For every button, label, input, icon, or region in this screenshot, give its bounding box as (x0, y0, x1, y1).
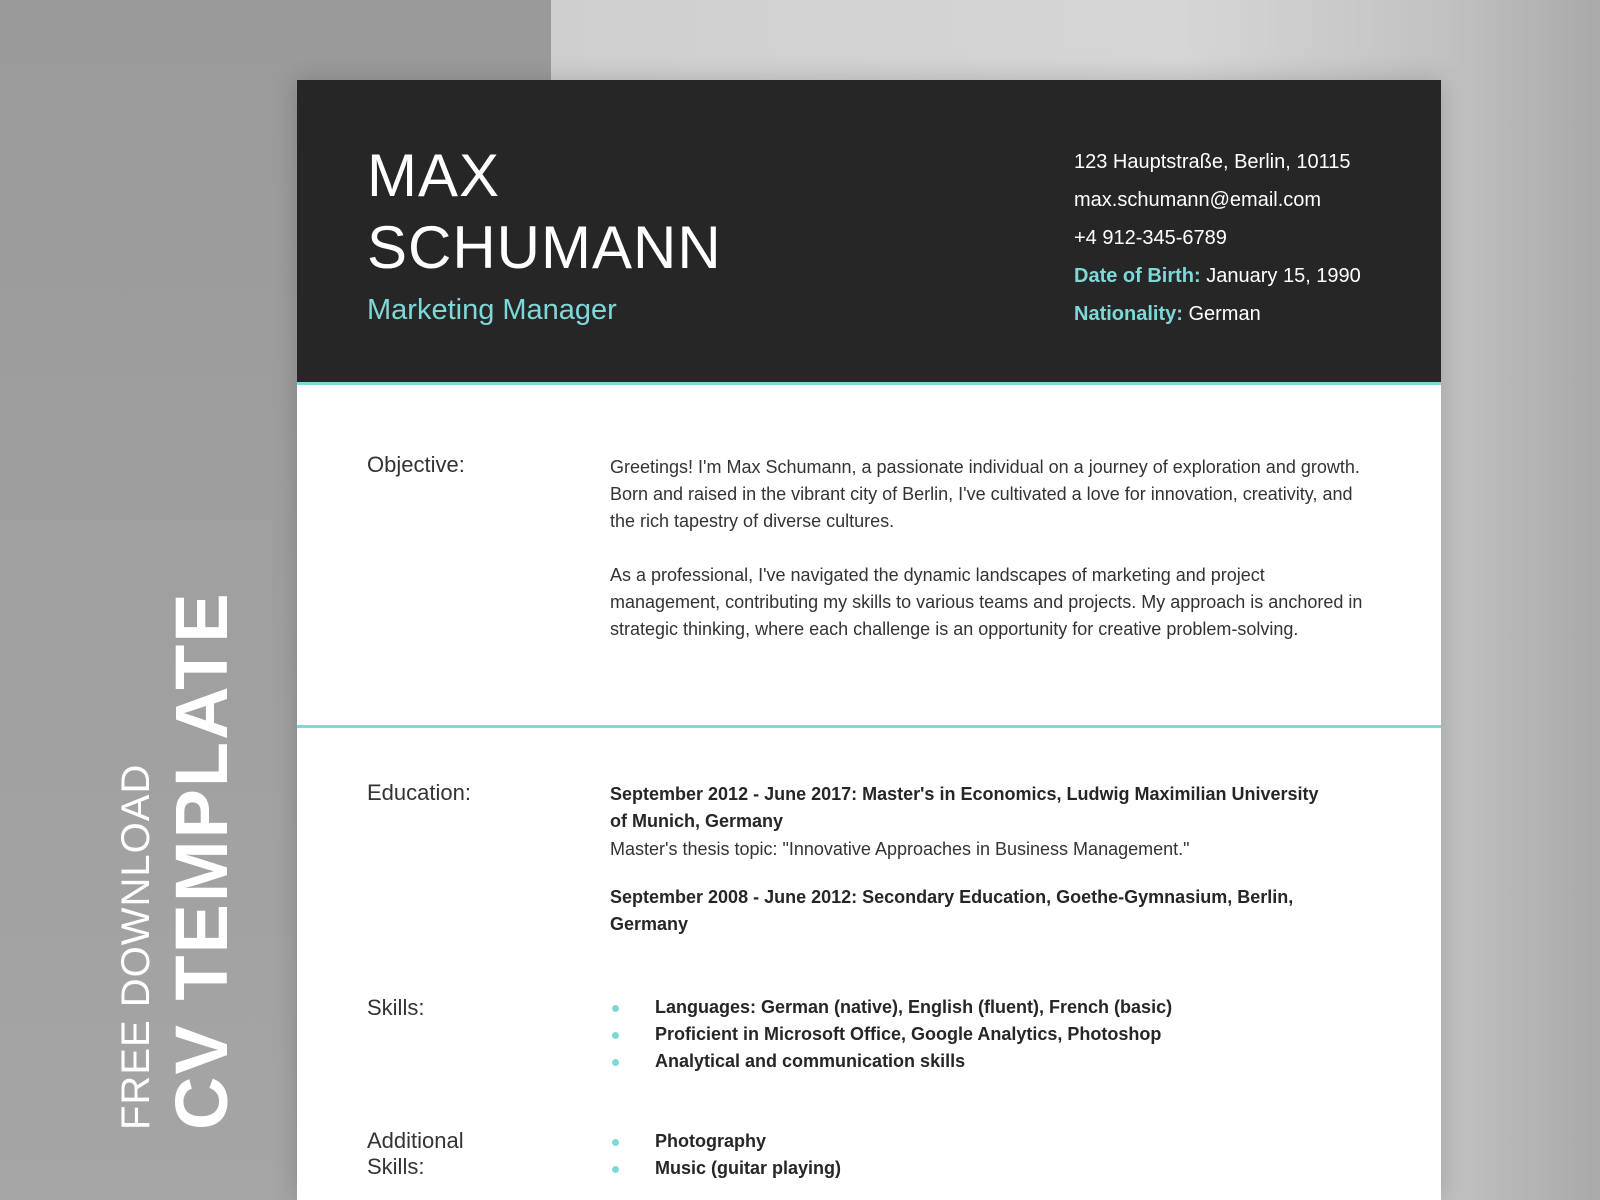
additional-skills-body (610, 1128, 1370, 1182)
nationality-label: Nationality: (1074, 303, 1183, 325)
contact-email: max.schumann@email.com (1074, 189, 1322, 211)
additional-skills-list (610, 1128, 1370, 1182)
skills-list (610, 994, 1370, 1075)
skills-label: Skills: (367, 995, 425, 1020)
banner-cv-template: CV TEMPLATE (160, 591, 243, 1130)
skill-text: Analytical and communication skills (655, 1051, 966, 1071)
list-item (610, 994, 1370, 1021)
education-entry (610, 884, 1340, 938)
job-title: Marketing Manager (367, 294, 617, 326)
dob-value: January 15, 1990 (1206, 265, 1361, 287)
additional-skill-text: Photography (655, 1131, 766, 1151)
name-first: MAX (367, 142, 501, 209)
list-item (610, 1155, 1370, 1182)
skills-body (610, 994, 1370, 1075)
list-item (610, 1128, 1370, 1155)
list-item (610, 1021, 1370, 1048)
bullet-dot-icon (612, 1139, 619, 1146)
nationality-value: German (1188, 303, 1261, 325)
education-body (610, 781, 1340, 938)
contact-dob (1074, 257, 1414, 295)
education-label: Education: (367, 780, 471, 805)
education-entry (610, 781, 1340, 864)
cv-header (297, 80, 1441, 385)
education-entry-desc: Master's thesis topic: "Innovative Approaches in Business Management." (610, 839, 1190, 859)
list-item (610, 1048, 1370, 1075)
skill-text: Proficient in Microsoft Office, Google Analytics, Photoshop (655, 1024, 1162, 1044)
bullet-dot-icon (612, 1005, 619, 1012)
name-last: SCHUMANN (367, 214, 722, 281)
bullet-dot-icon (612, 1166, 619, 1173)
contact-nationality (1074, 295, 1414, 333)
education-entry-title: September 2012 - June 2017: Master's in Economics, Ludwig Maximilian University of Munich, Germany (610, 784, 1319, 831)
contact-address: 123 Hauptstraße, Berlin, 10115 (1074, 151, 1351, 173)
section-divider (297, 725, 1441, 728)
objective-paragraph-2: As a professional, I've navigated the dynamic landscapes of marketing and project management, contributing my skills to various teams and projects. My approach is anchored in strategic thinking, where each challenge is an opportunity for creative problem-solving. (610, 565, 1363, 639)
dob-label: Date of Birth: (1074, 265, 1201, 287)
additional-skills-label-line1: Additional (367, 1128, 464, 1153)
banner-free-download: FREE DOWNLOAD (114, 763, 158, 1130)
vertical-banner (113, 591, 241, 1130)
skill-text: Languages: German (native), English (fluent), French (basic) (655, 997, 1173, 1017)
cv-document (297, 80, 1441, 1200)
contact-phone: +4 912-345-6789 (1074, 227, 1227, 249)
bullet-dot-icon (612, 1059, 619, 1066)
education-entry-title: September 2008 - June 2012: Secondary Education, Goethe-Gymnasium, Berlin, Germany (610, 887, 1294, 934)
contact-block (1074, 143, 1414, 333)
additional-skills-label (367, 1128, 464, 1180)
objective-paragraph-1: Greetings! I'm Max Schumann, a passionate individual on a journey of exploration and growth. Born and raised in the vibrant city of Berlin, I've cultivated a love for innovation, creativity, and the rich tapestry of diverse cultures. (610, 457, 1360, 531)
additional-skills-label-line2: Skills: (367, 1154, 425, 1179)
objective-body (610, 454, 1370, 643)
bullet-dot-icon (612, 1032, 619, 1039)
objective-label: Objective: (367, 452, 465, 477)
additional-skill-text: Music (guitar playing) (655, 1158, 842, 1178)
